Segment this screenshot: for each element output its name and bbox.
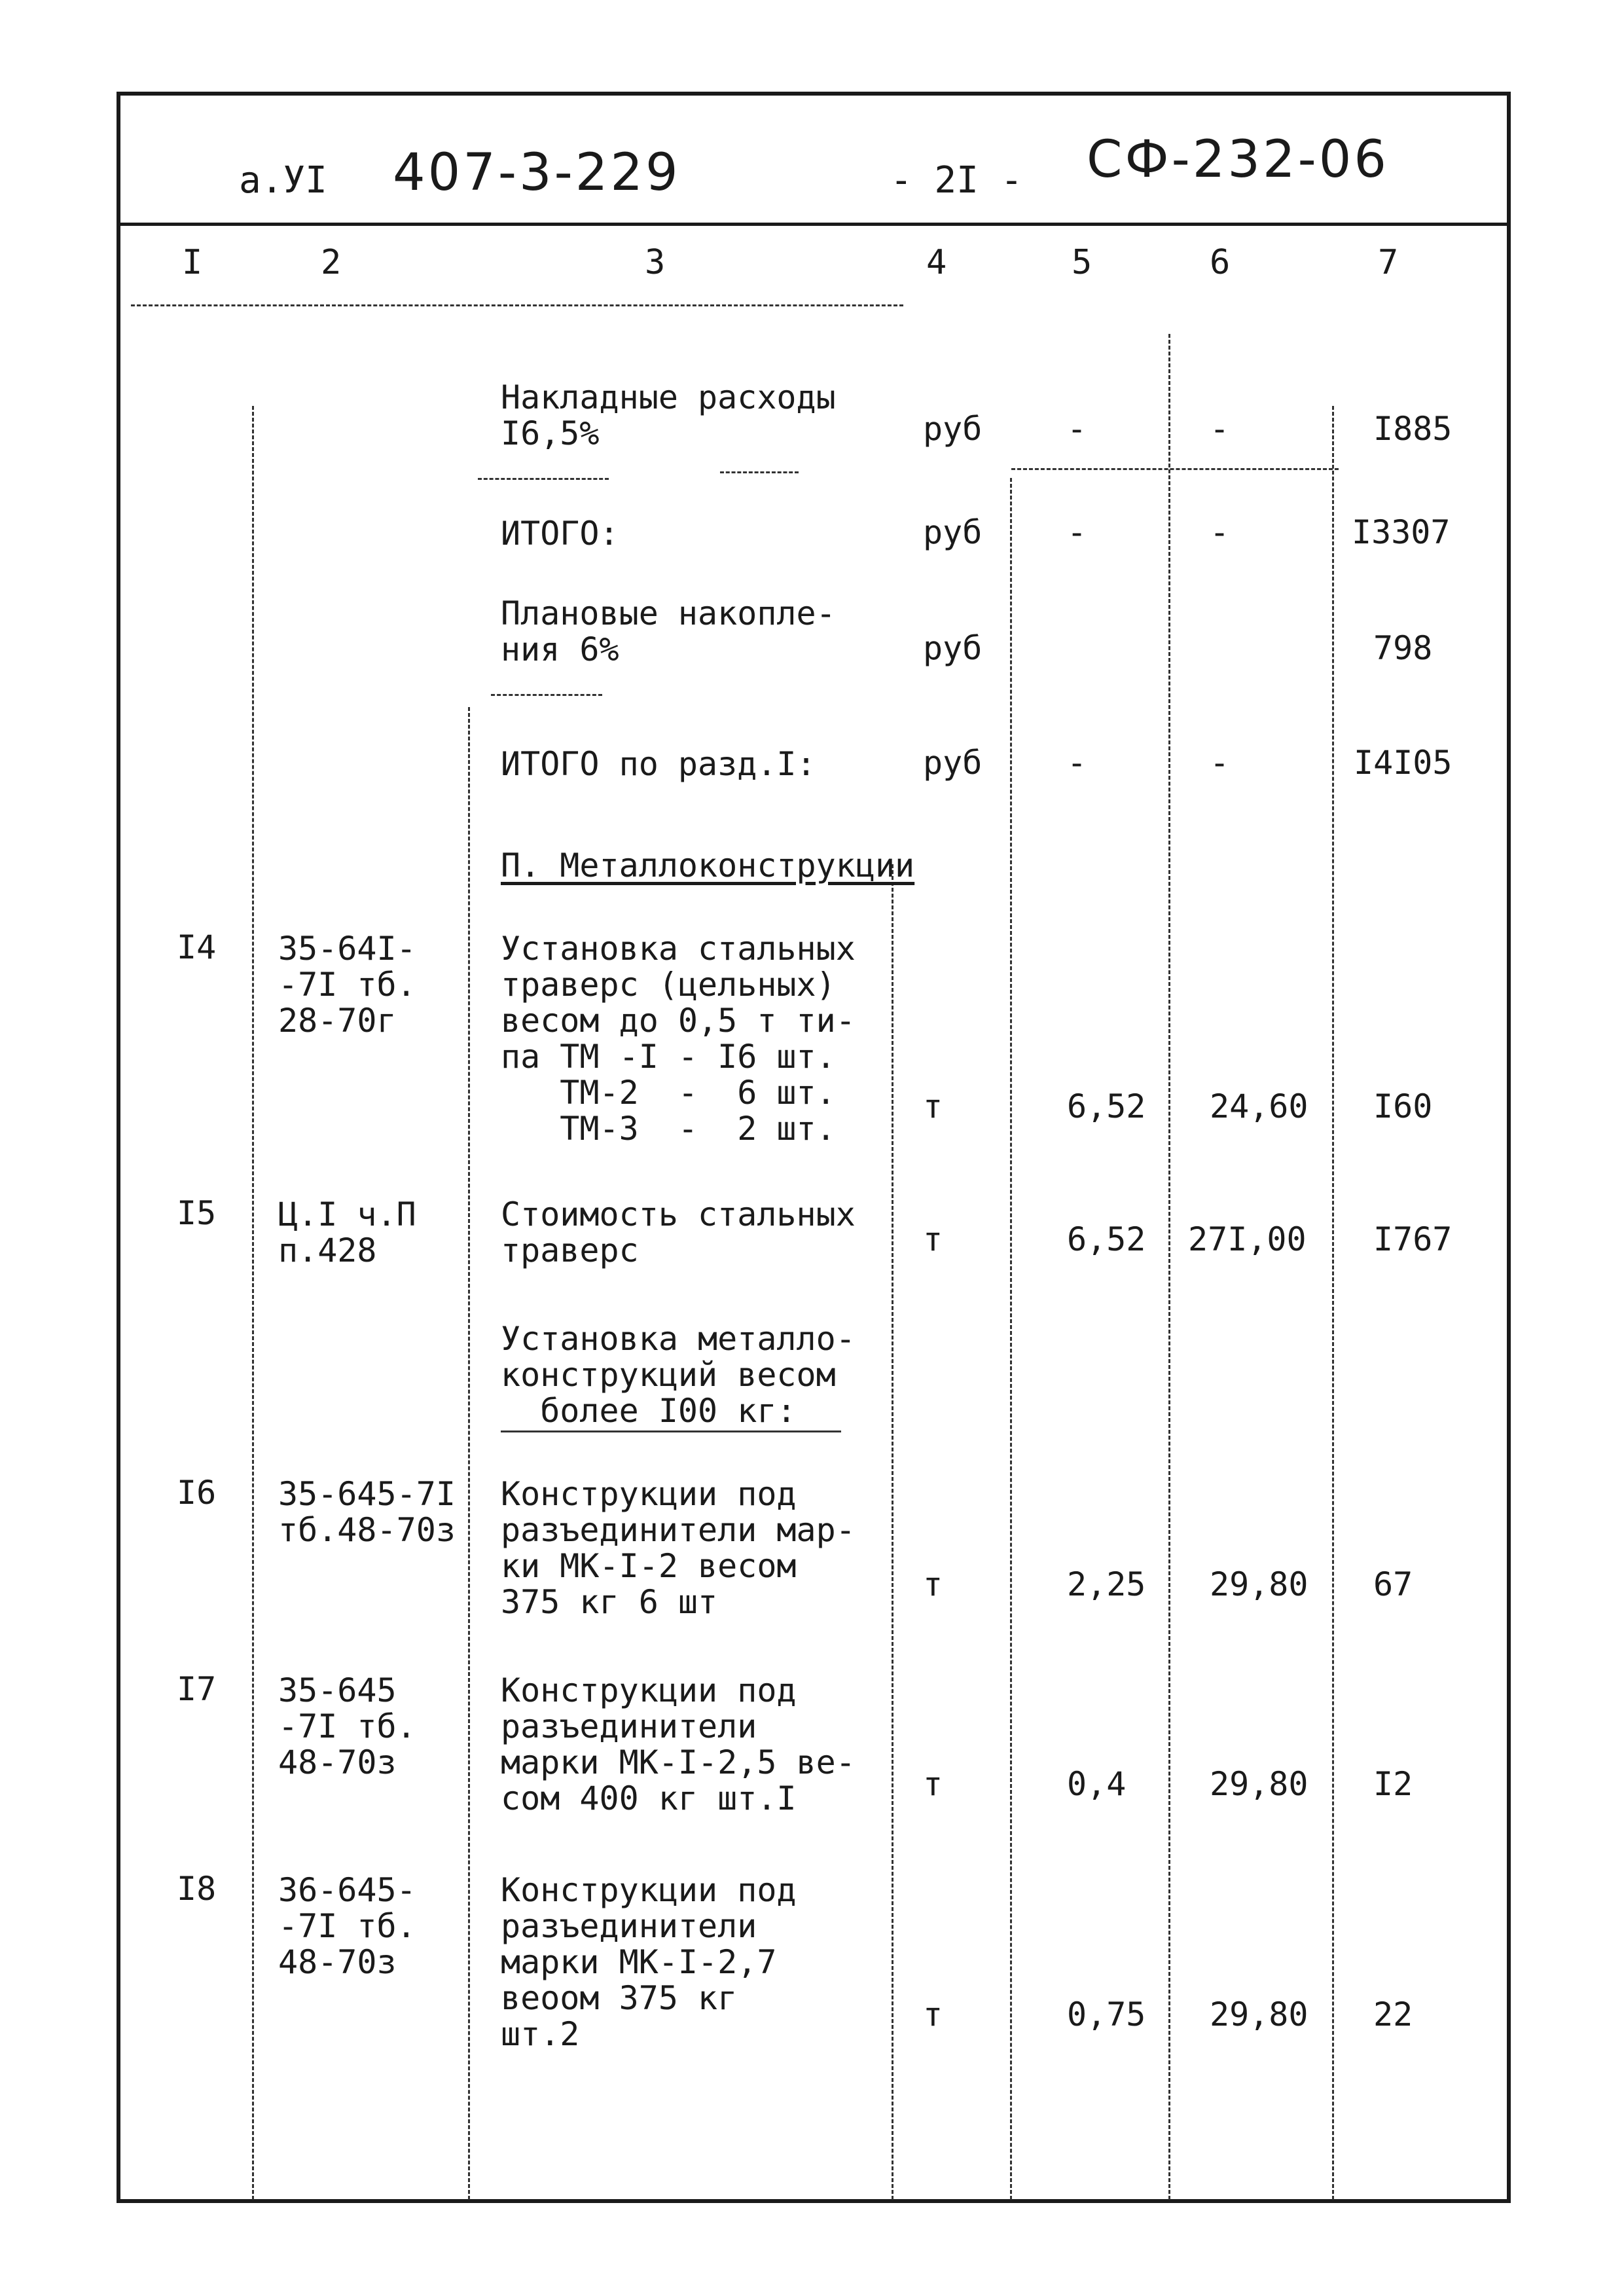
row-total: 67 — [1373, 1565, 1413, 1603]
row-quantity: 0,4 — [1067, 1765, 1127, 1803]
row-price: - — [1210, 410, 1230, 448]
row-description: Конструкции под разъединители мар- ки МК-I-2 весом 375 кг 6 шт — [501, 1475, 856, 1621]
row-number: I8 — [177, 1870, 217, 1908]
row-total: I767 — [1373, 1220, 1453, 1258]
row-quantity: 6,52 — [1067, 1220, 1146, 1258]
row-description: Конструкции под разъединители марки МК-I-2,5 ве- сом 400 кг шт.I — [501, 1671, 856, 1817]
album-label: а.УI — [239, 159, 327, 202]
row-total: 798 — [1373, 629, 1433, 667]
row-total: I2 — [1373, 1765, 1413, 1803]
row-quantity: 6,52 — [1067, 1087, 1146, 1125]
row-price: 27I,00 — [1188, 1220, 1307, 1258]
row-number: I7 — [177, 1670, 217, 1708]
column-line-6 — [1332, 406, 1334, 2200]
row-description: ИТОГО: — [501, 515, 619, 553]
row-total: 22 — [1373, 1995, 1413, 2033]
row-price: 29,80 — [1210, 1565, 1308, 1603]
column-line-1 — [252, 406, 254, 2200]
column-line-5 — [1168, 334, 1170, 2200]
row-number: I6 — [177, 1474, 217, 1512]
row-unit: руб — [923, 744, 983, 782]
row-description: Стоимость стальных траверс — [501, 1195, 856, 1269]
row-number: I4 — [177, 928, 217, 966]
row-number: I5 — [177, 1194, 217, 1232]
row-description: Накладные расходы I6,5% — [501, 378, 836, 452]
row-price: 24,60 — [1210, 1087, 1308, 1125]
column-number-divider — [131, 304, 903, 306]
row-reference: 35-645 -7I тб. 48-70з — [278, 1671, 416, 1781]
row-total: I885 — [1373, 410, 1453, 448]
column-number-3: 3 — [645, 243, 666, 282]
column-number-6: 6 — [1210, 243, 1231, 282]
row-unit: руб — [923, 629, 983, 667]
subsection-heading: Установка металло- конструкций весом более I00 кг: — [501, 1320, 856, 1430]
row-unit: т — [923, 1995, 943, 2033]
row-total: I60 — [1373, 1087, 1433, 1125]
row-separator — [478, 478, 609, 480]
row-reference: 36-645- -7I тб. 48-70з — [278, 1871, 416, 1981]
row-quantity: 0,75 — [1067, 1995, 1146, 2033]
row-quantity: - — [1067, 744, 1087, 782]
row-separator — [1011, 468, 1339, 470]
subsection-underline — [501, 1430, 841, 1432]
column-line-3 — [892, 864, 893, 2200]
row-quantity: - — [1067, 410, 1087, 448]
section-heading: П. Металлоконструкции — [501, 847, 915, 884]
row-reference: 35-645-7I тб.48-70з — [278, 1475, 456, 1549]
row-price: - — [1210, 744, 1230, 782]
row-unit: руб — [923, 513, 983, 551]
column-number-7: 7 — [1378, 243, 1399, 282]
row-description: Плановые накопле- ния 6% — [501, 594, 836, 668]
row-unit: т — [923, 1765, 943, 1803]
row-separator — [720, 471, 799, 473]
row-price: - — [1210, 513, 1230, 551]
row-reference: Ц.I ч.П п.428 — [278, 1195, 416, 1269]
row-description: Конструкции под разъединители марки МК-I-2,7 веоом 375 кг шт.2 — [501, 1871, 797, 2053]
row-price: 29,80 — [1210, 1765, 1308, 1803]
header-divider — [118, 223, 1509, 226]
row-total: I3307 — [1352, 513, 1451, 551]
row-price: 29,80 — [1210, 1995, 1308, 2033]
row-unit: т — [923, 1087, 943, 1125]
row-total: I4I05 — [1354, 744, 1453, 782]
row-description: ИТОГО по разд.I: — [501, 745, 816, 783]
column-number-4: 4 — [926, 243, 947, 282]
row-quantity: - — [1067, 513, 1087, 551]
page-number: - 2I - — [890, 159, 1023, 202]
column-line-4 — [1010, 478, 1012, 2200]
row-description: Установка стальных траверс (цельных) весом до 0,5 т ти- па ТМ -I - I6 шт. ТМ-2 - 6 шт. ТМ-3 - 2 шт. — [501, 930, 856, 1148]
document-code: СФ-232-06 — [1087, 130, 1390, 189]
row-unit: т — [923, 1220, 943, 1258]
column-line-2 — [468, 707, 470, 2200]
project-number: 407-3-229 — [393, 143, 681, 202]
row-reference: 35-64I- -7I тб. 28-70г — [278, 930, 416, 1040]
column-number-5: 5 — [1072, 243, 1092, 282]
column-number-1: I — [182, 243, 203, 282]
row-unit: руб — [923, 410, 983, 448]
row-unit: т — [923, 1565, 943, 1603]
column-number-2: 2 — [321, 243, 342, 282]
row-quantity: 2,25 — [1067, 1565, 1146, 1603]
row-separator — [491, 694, 602, 696]
